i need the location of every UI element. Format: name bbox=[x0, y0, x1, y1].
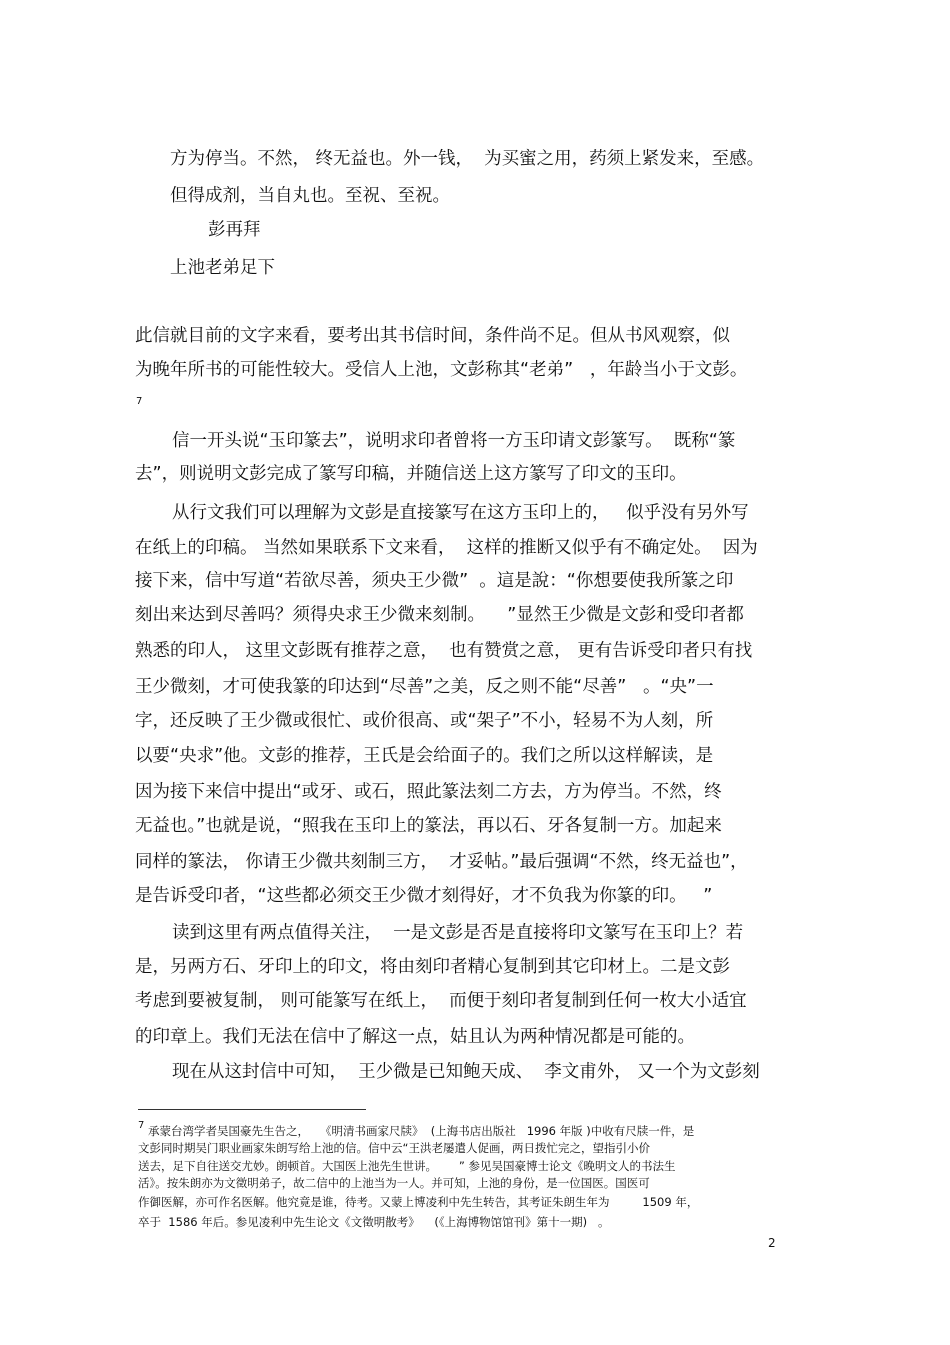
body-line: 以要“央求”他。文彭的推荐，王氏是会给面子的。我们之所以这样解读，是 bbox=[135, 746, 714, 766]
footnote-line: 作御医解，亦可作名医解。他究竟是谁，待考。又蒙上博凌利中先生转告，其考证朱朗生年为 1509 年， bbox=[138, 1195, 699, 1209]
footnote-reference-marker: 7 bbox=[136, 396, 143, 407]
footnote-line: 承蒙台湾学者吴国豪先生告之， 《明清书画家尺牍》 (上海书店出版社 1996 年版 )中收有尺牍一件，是 bbox=[148, 1124, 695, 1138]
footnote-line: 文彭同时期吴门职业画家朱朗写给上池的信。信中云“王洪老屡遣人促画，两日拨忙完之，望指引小价 bbox=[138, 1141, 650, 1155]
page-number: 2 bbox=[768, 1236, 776, 1250]
body-line: 此信就目前的文字来看，要考出其书信时间，条件尚不足。但从书风观察，似 bbox=[135, 326, 730, 346]
footnote-line: 卒于 1586 年后。参见凌利中先生论文《文徵明散考》 (《上海博物馆馆刊》第十一期) 。 bbox=[138, 1215, 610, 1229]
body-line: 因为接下来信中提出“或牙、或石，照此篆法刻二方去，方为停当。不然，终 bbox=[135, 782, 722, 802]
footnote-line: 活》。按朱朗亦为文徵明弟子，故二信中的上池当为一人。并可知，上池的身份，是一位国医。国医可 bbox=[138, 1176, 650, 1190]
body-line: 现在从这封信中可知， 王少微是已知鲍天成、 李文甫外， 又一个为文彭刻 bbox=[172, 1062, 760, 1082]
letter-line: 方为停当。不然， 终无益也。外一钱， 为买蜜之用，药须上紧发来，至感。 bbox=[170, 149, 765, 169]
body-line: 同样的篆法， 你请王少微共刻制三方， 才妥帖。”最后强调“不然，终无益也”， bbox=[135, 852, 748, 872]
body-line: 刻出来达到尽善吗？须得央求王少微来刻制。 ”显然王少微是文彭和受印者都 bbox=[135, 605, 744, 625]
body-line: 是告诉受印者，“这些都必须交王少微才刻得好，才不负我为你篆的印。 ” bbox=[135, 886, 713, 906]
body-line: 考虑到要被复制， 则可能篆写在纸上， 而便于刻印者复制到任何一枚大小适宜 bbox=[135, 991, 747, 1011]
body-line: 为晚年所书的可能性较大。受信人上池，文彭称其“老弟” ，年龄当小于文彭。 bbox=[135, 360, 748, 380]
letter-line: 但得成剂，当自丸也。至祝、至祝。 bbox=[170, 186, 450, 206]
body-line: 读到这里有两点值得关注， 一是文彭是否是直接将印文篆写在玉印上？若 bbox=[172, 923, 744, 943]
letter-signature: 彭再拜 bbox=[208, 220, 261, 240]
body-line: 的印章上。我们无法在信中了解这一点，姑且认为两种情况都是可能的。 bbox=[135, 1027, 695, 1047]
footnote-number: 7 bbox=[138, 1120, 145, 1131]
body-line: 是，另两方石、牙印上的印文，将由刻印者精心复制到其它印材上。二是文彭 bbox=[135, 957, 730, 977]
body-line: 无益也。”也就是说，“照我在玉印上的篆法，再以石、牙各复制一方。加起来 bbox=[135, 816, 722, 836]
body-line: 去”，则说明文彭完成了篆写印稿，并随信送上这方篆写了印文的玉印。 bbox=[135, 464, 687, 484]
body-line: 从行文我们可以理解为文彭是直接篆写在这方玉印上的， 似乎没有另外写 bbox=[172, 503, 749, 523]
body-line: 接下来，信中写道“若欲尽善，须央王少微” 。這是說：“你想要使我所篆之印 bbox=[135, 571, 734, 591]
body-line: 在纸上的印稿。 当然如果联系下文来看， 这样的推断又似乎有不确定处。 因为 bbox=[135, 538, 758, 558]
body-line: 王少微刻，才可使我篆的印达到“尽善”之美，反之则不能“尽善” 。“央”一 bbox=[135, 677, 714, 697]
letter-addressee: 上池老弟足下 bbox=[170, 258, 275, 278]
body-line: 字，还反映了王少微或很忙、或价很高、或“架子”不小，轻易不为人刻，所 bbox=[135, 711, 714, 731]
footnote-line: 送去，足下自往送交尤妙。朗顿首。大国医上池先生世讲。 ” 参见吴国豪博士论文《晚明文人的书法生 bbox=[138, 1159, 676, 1173]
body-line: 熟悉的印人， 这里文彭既有推荐之意， 也有赞赏之意， 更有告诉受印者只有找 bbox=[135, 641, 753, 661]
footnote-divider bbox=[138, 1109, 366, 1110]
body-line: 信一开头说“玉印篆去”，说明求印者曾将一方玉印请文彭篆写。 既称“篆 bbox=[172, 431, 736, 451]
